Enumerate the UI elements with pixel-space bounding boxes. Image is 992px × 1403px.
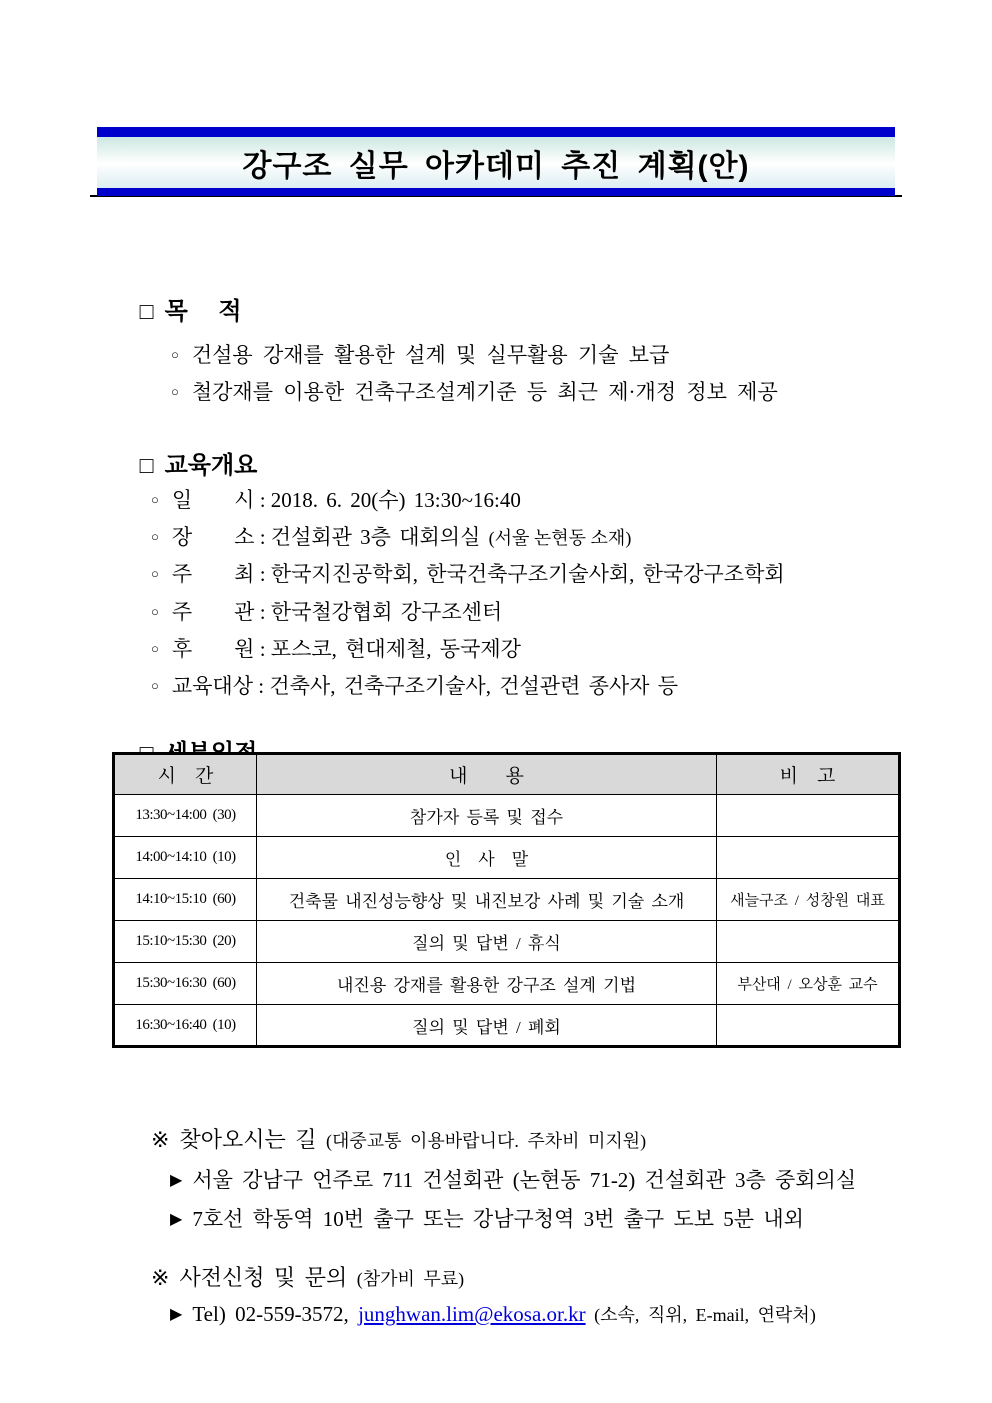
contact-phone: Tel) 02-559-3572,: [192, 1302, 359, 1326]
info-label: 장 소: [171, 525, 255, 549]
contact-note: (소속, 직위, E-mail, 연락처): [585, 1305, 816, 1325]
info-label: 주 최: [171, 562, 255, 586]
info-value: 2018. 6. 20(수) 13:30~16:40: [270, 488, 521, 512]
info-separator: :: [254, 488, 271, 512]
info-value: 건설회관 3층 대회의실: [270, 525, 489, 549]
remark-cell: [717, 837, 900, 879]
contact-email-link[interactable]: junghwan.lim@ekosa.or.kr: [358, 1302, 586, 1326]
info-value: 포스코, 현대제철, 동국제강: [270, 637, 521, 661]
directions-item-text: 7호선 학동역 10번 출구 또는 강남구청역 3번 출구 도보 5분 내외: [192, 1207, 804, 1231]
content-cell: 인 사 말: [257, 837, 717, 879]
info-label: 교육대상: [171, 674, 254, 698]
content-cell: 질의 및 답변 / 폐회: [257, 1005, 717, 1047]
info-separator: :: [254, 637, 271, 661]
remark-cell: 부산대 / 오상훈 교수: [717, 963, 900, 1005]
table-row: [114, 837, 900, 879]
info-value: 건축사, 건축구조기술사, 건설관련 종사자 등: [269, 674, 679, 698]
content-cell: 질의 및 답변 / 휴식: [257, 921, 717, 963]
schedule-table: [112, 752, 901, 1048]
table-row: [114, 963, 900, 1005]
content-cell: 참가자 등록 및 접수: [257, 795, 717, 837]
purpose-heading-text: 목 적: [164, 298, 242, 325]
directions-heading-text: 찾아오시는 길: [179, 1127, 326, 1152]
circle-bullet-icon: ○: [171, 347, 179, 362]
time-cell: 13:30~14:00 (30): [114, 795, 257, 837]
info-separator: :: [254, 562, 271, 586]
contact-line: [133, 1276, 816, 1352]
remark-cell: 새늘구조 / 성창원 대표: [717, 879, 900, 921]
header-content: 내 용: [257, 754, 717, 795]
table-header-row: [114, 754, 900, 795]
table-row: [114, 795, 900, 837]
registration-heading-text: 사전신청 및 문의: [179, 1265, 357, 1290]
time-cell: 15:10~15:30 (20): [114, 921, 257, 963]
circle-bullet-icon: ○: [171, 384, 179, 399]
header-remark: 비 고: [717, 754, 900, 795]
content-cell: 내진용 강재를 활용한 강구조 설계 기법: [257, 963, 717, 1005]
square-bullet-icon: □: [139, 452, 154, 478]
title-banner: [97, 127, 895, 196]
info-separator: :: [254, 600, 271, 624]
info-note: (서울 논현동 소재): [488, 528, 632, 548]
time-cell: 16:30~16:40 (10): [114, 1005, 257, 1047]
info-label: 일 시: [171, 488, 255, 512]
time-cell: 14:10~15:10 (60): [114, 879, 257, 921]
reference-mark-icon: ※: [151, 1265, 170, 1290]
registration-heading-note: (참가비 무료): [356, 1269, 465, 1289]
content-cell: 건축물 내진성능향상 및 내진보강 사례 및 기술 소개: [257, 879, 717, 921]
info-value: 한국지진공학회, 한국건축구조기술사회, 한국강구조학회: [270, 562, 785, 586]
table-row: [114, 879, 900, 921]
page-title: 강구조 실무 아카데미 추진 계획(안): [242, 149, 750, 183]
square-bullet-icon: □: [139, 298, 154, 324]
arrow-bullet-icon: ▶: [170, 1211, 183, 1228]
reference-mark-icon: ※: [151, 1127, 170, 1152]
purpose-item-text: 건설용 강재를 활용한 설계 및 실무활용 기술 보급: [191, 343, 670, 367]
info-label: 후 원: [171, 637, 255, 661]
purpose-item-text: 철강재를 이용한 건축구조설계기준 등 최근 제·개정 정보 제공: [191, 380, 778, 404]
remark-cell: [717, 1005, 900, 1047]
arrow-bullet-icon: ▶: [170, 1306, 183, 1323]
remark-cell: [717, 921, 900, 963]
table-row: [114, 921, 900, 963]
circle-bullet-icon: ○: [151, 492, 159, 507]
time-cell: 14:00~14:10 (10): [114, 837, 257, 879]
circle-bullet-icon: ○: [151, 678, 159, 693]
directions-item-text: 서울 강남구 언주로 711 건설회관 (논현동 71-2) 건설회관 3층 중회의실: [192, 1168, 857, 1192]
info-value: 한국철강협회 강구조센터: [270, 600, 503, 624]
circle-bullet-icon: ○: [151, 529, 159, 544]
table-row: [114, 1005, 900, 1047]
arrow-bullet-icon: ▶: [170, 1172, 183, 1189]
info-label: 주 관: [171, 600, 255, 624]
circle-bullet-icon: ○: [151, 604, 159, 619]
directions-heading-note: (대중교통 이용바랍니다. 주차비 미지원): [325, 1131, 647, 1151]
remark-cell: [717, 795, 900, 837]
time-cell: 15:30~16:30 (60): [114, 963, 257, 1005]
overview-heading-text: 교육개요: [164, 452, 258, 479]
info-separator: :: [254, 525, 271, 549]
header-time: 시 간: [114, 754, 257, 795]
circle-bullet-icon: ○: [151, 641, 159, 656]
info-separator: :: [253, 674, 270, 698]
circle-bullet-icon: ○: [151, 566, 159, 581]
